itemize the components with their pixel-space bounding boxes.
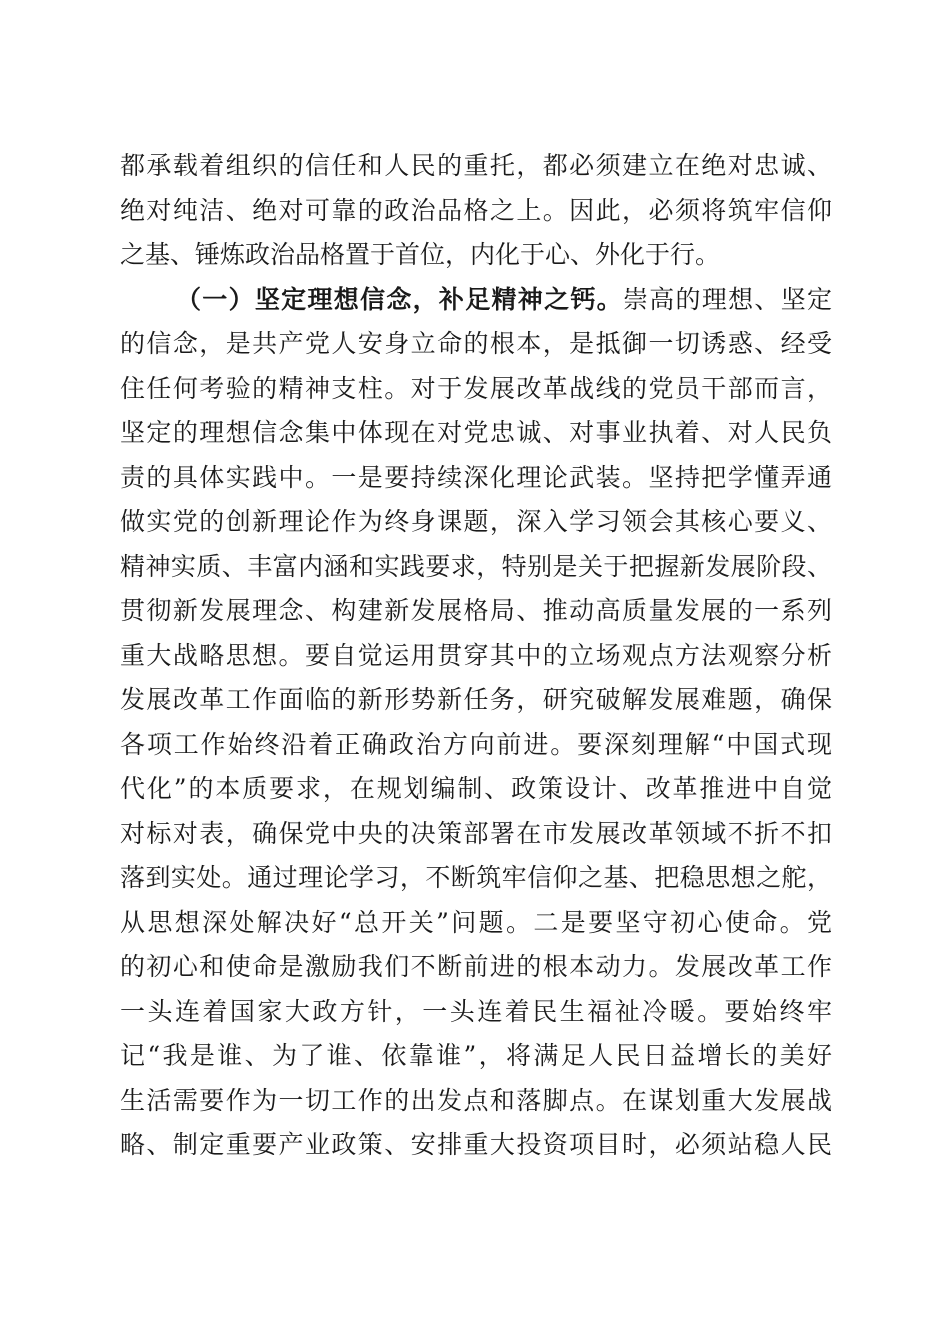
text-line: 贯彻新发展理念、构建新发展格局、推动高质量发展的一系列 <box>120 596 832 625</box>
text-line: 发展改革工作面临的新形势新任务，研究破解发展难题，确保 <box>120 685 832 714</box>
section-heading: （一）坚定理想信念，补足精神之钙。 <box>176 284 623 314</box>
text-line: 绝对纯洁、绝对可靠的政治品格之上。因此，必须将筑牢信仰 <box>120 195 832 225</box>
text-line: 做实党的创新理论作为终身课题，深入学习领会其核心要义、 <box>120 507 832 536</box>
text-line: 坚定的理想信念集中体现在对党忠诚、对事业执着、对人民负 <box>120 418 832 447</box>
text-line: 对标对表，确保党中央的决策部署在市发展改革领域不折不扣 <box>120 818 832 848</box>
text-line: 略、制定重要产业政策、安排重大投资项目时，必须站稳人民 <box>120 1130 832 1159</box>
section-heading-continuation: 崇高的理想、坚定 <box>622 284 832 314</box>
text-line: 住任何考验的精神支柱。对于发展改革战线的党员干部而言， <box>120 373 832 403</box>
body-text <box>120 144 832 1168</box>
text-line: 代化”的本质要求，在规划编制、政策设计、改革推进中自觉 <box>120 774 832 803</box>
text-line: 一头连着国家大政方针，一头连着民生福祉冷暖。要始终牢 <box>120 996 832 1026</box>
text-line: 各项工作始终沿着正确政治方向前进。要深刻理解“中国式现 <box>120 729 832 759</box>
text-line: 的初心和使命是激励我们不断前进的根本动力。发展改革工作 <box>120 952 832 981</box>
text-line: 重大战略思想。要自觉运用贯穿其中的立场观点方法观察分析 <box>120 640 832 670</box>
text-line: 之基、锤炼政治品格置于首位，内化于心、外化于行。 <box>120 240 721 269</box>
text-line: 记“我是谁、为了谁、依靠谁”，将满足人民日益增长的美好 <box>120 1041 832 1070</box>
text-line: 生活需要作为一切工作的出发点和落脚点。在谋划重大发展战 <box>120 1085 832 1115</box>
text-line: 责的具体实践中。一是要持续深化理论武装。坚持把学懂弄通 <box>120 462 832 492</box>
text-line: 从思想深处解决好“总开关”问题。二是要坚守初心使命。党 <box>120 907 832 937</box>
section-heading-line <box>120 278 832 323</box>
text-line: 的信念，是共产党人安身立命的根本，是抵御一切诱惑、经受 <box>120 329 832 358</box>
text-line: 精神实质、丰富内涵和实践要求，特别是关于把握新发展阶段、 <box>120 551 832 581</box>
text-line: 落到实处。通过理论学习，不断筑牢信仰之基、把稳思想之舵， <box>120 863 832 892</box>
text-line: 都承载着组织的信任和人民的重托，都必须建立在绝对忠诚、 <box>120 151 832 180</box>
